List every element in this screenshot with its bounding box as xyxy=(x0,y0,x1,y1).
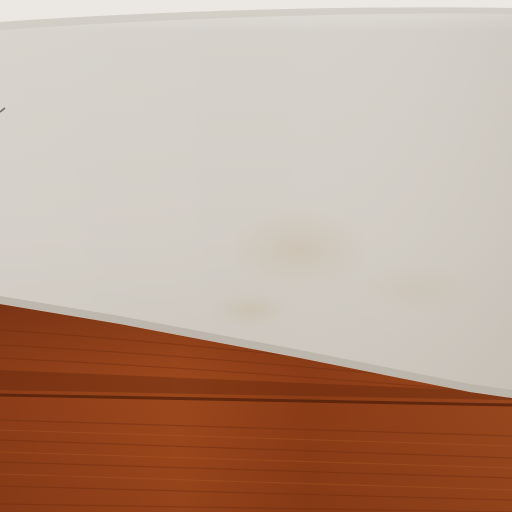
board-stain xyxy=(230,210,370,290)
board-stain-faint xyxy=(360,265,480,315)
board-stain-small xyxy=(210,292,290,328)
